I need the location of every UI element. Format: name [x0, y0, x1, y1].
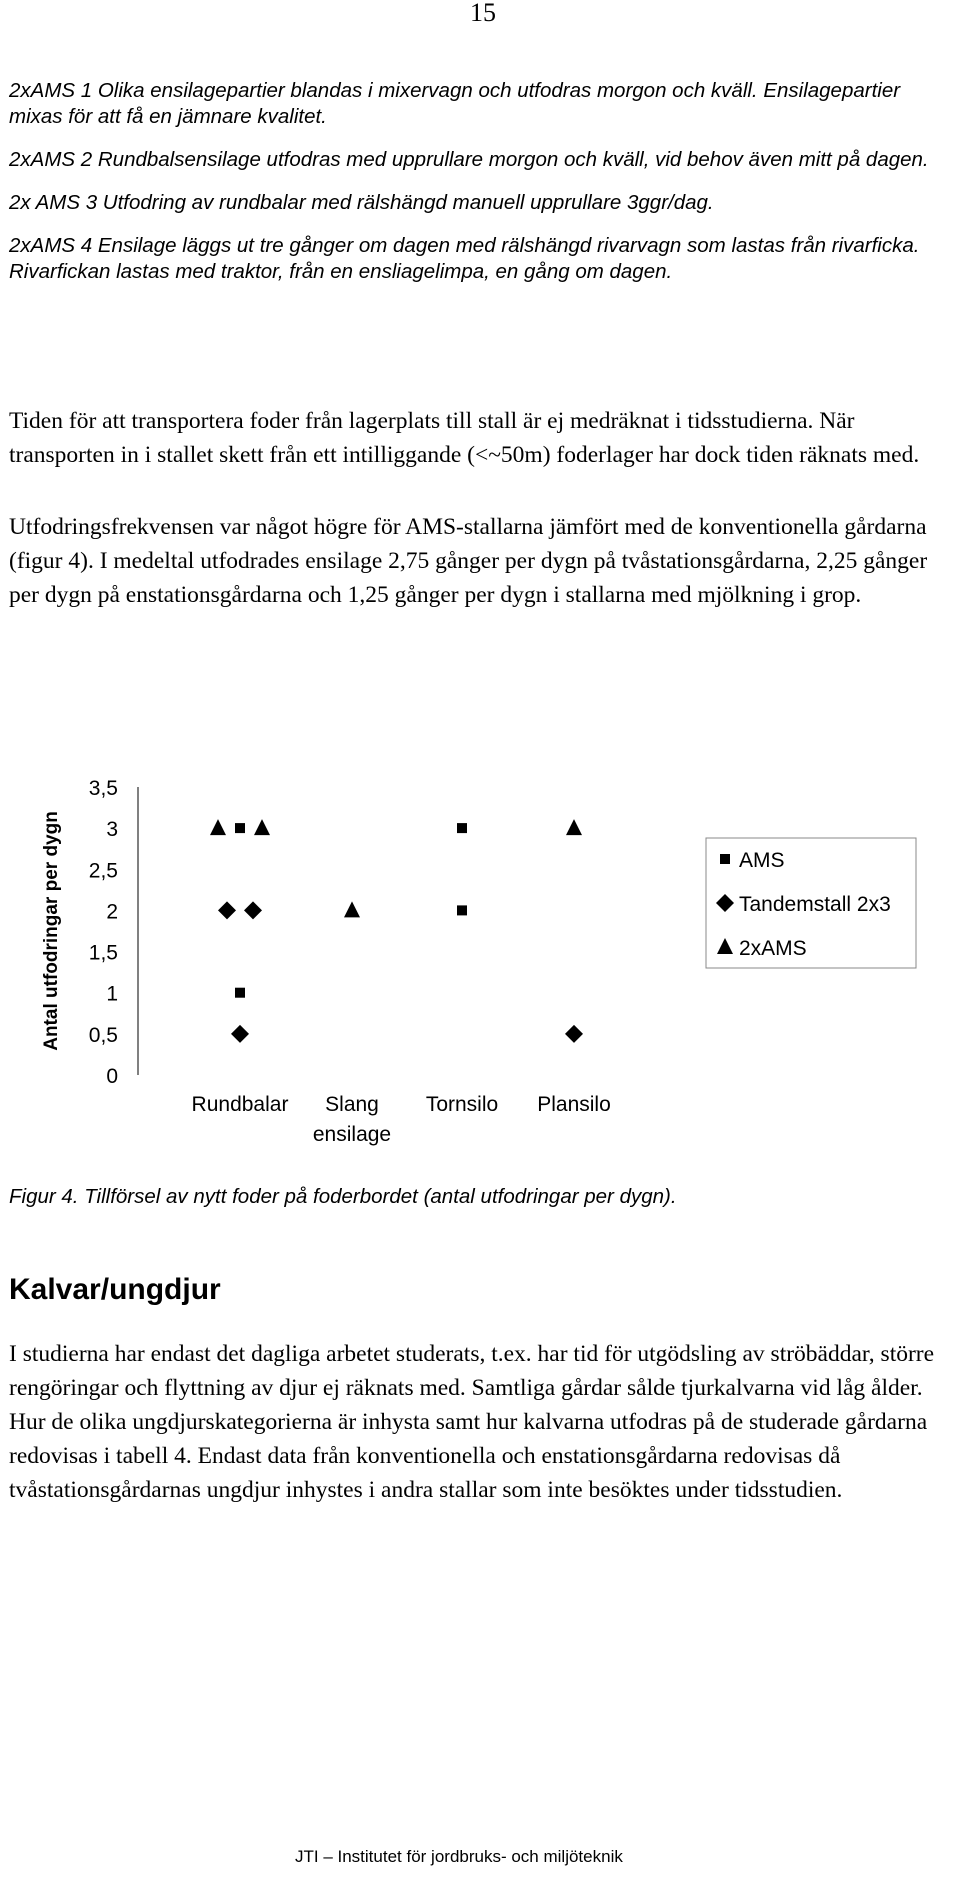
data-point-square — [457, 823, 467, 833]
legend-label: 2xAMS — [739, 937, 807, 960]
y-tick-label: 0 — [106, 1065, 118, 1088]
paragraph-transport: Tiden för att transportera foder från lagerplats till stall är ej medräknat i tidsstudierna. När transporten in i stallet skett från ett intilliggande (<~50m) foderlager har dock tiden räknats med. — [9, 408, 920, 468]
x-category-label: Tornsilo — [425, 1093, 499, 1116]
data-point-square — [457, 905, 467, 915]
x-category-label: Plansilo — [537, 1093, 611, 1116]
y-axis-title: Antal utfodringar per dygn — [41, 811, 62, 1051]
legend-label: AMS — [739, 849, 785, 872]
data-point-square — [235, 823, 245, 833]
data-point-diamond — [218, 901, 236, 919]
data-point-diamond — [231, 1025, 249, 1043]
paragraph-calves: I studierna har endast det dagliga arbetet studerats, t.ex. har tid för utgödsling av ströbäddar, större rengöringar och flyttning av djur ej räknats med. Samtliga gårdar sålde tjurkalvarna vid låg ålder. Hur de olika ungdjurskategorierna är inhysta samt hur kalvarna utfodras på de studerade gårdarna redovisas i tabell 4. Endast data från konventionella och enstationsgårdarna redovisas då tvåstationsgårdarnas ungdjur inhystes i andra stallar som inte besöktes under tidsstudien. — [9, 1341, 935, 1503]
y-tick-label: 3,5 — [88, 776, 118, 800]
y-tick-label: 1 — [106, 982, 118, 1006]
feeding-frequency-chart — [0, 760, 960, 1180]
data-point-square — [235, 988, 245, 998]
section-heading: Kalvar/ungdjur — [9, 1273, 221, 1306]
list-item: 2x AMS 3 Utfodring av rundbalar med rälshängd manuell upprullare 3ggr/dag. — [9, 191, 714, 214]
y-tick-label: 1,5 — [88, 941, 118, 965]
data-point-triangle — [344, 901, 360, 917]
data-point-diamond — [244, 901, 262, 919]
list-item: 2xAMS 4 Ensilage läggs ut tre gånger om dagen med rälshängd rivarvagn som lastas från rivarficka. Rivarfickan lastas med traktor, från en ensliagelimpa, en gång om dagen. — [9, 234, 920, 283]
list-item: 2xAMS 1 Olika ensilagepartier blandas i mixervagn och utfodras morgon och kväll. Ensilagepartier mixas för att få en jämnare kvalitet. — [9, 79, 901, 128]
footer-institute: JTI – Institutet för jordbruks- och miljöteknik — [295, 1847, 623, 1866]
data-point-triangle — [566, 819, 582, 835]
y-tick-label: 3 — [106, 818, 118, 842]
data-point-diamond — [565, 1025, 583, 1043]
paragraph-frequency: Utfodringsfrekvensen var något högre för AMS-stallarna jämfört med de konventionella gårdarna (figur 4). I medeltal utfodrades ensilage 2,75 gånger per dygn på tvåstationsgårdarna, 2,25 gånger per dygn på enstationsgårdarna och 1,25 gånger per dygn i stallarna med mjölkning i grop. — [9, 514, 928, 608]
page-number: 15 — [470, 0, 496, 27]
list-item: 2xAMS 2 Rundbalsensilage utfodras med upprullare morgon och kväll, vid behov även mitt på dagen. — [9, 148, 929, 171]
x-category-label: ensilage — [312, 1123, 392, 1146]
feeding-methods-list — [9, 78, 939, 302]
x-category-label: Slang — [325, 1093, 379, 1116]
y-tick-label: 2 — [106, 900, 118, 924]
legend-label: Tandemstall 2x3 — [739, 893, 891, 916]
data-point-triangle — [254, 819, 270, 835]
data-point-triangle — [210, 819, 226, 835]
y-tick-label: 2,5 — [88, 859, 118, 883]
legend-marker-diamond — [716, 894, 734, 912]
y-tick-label: 0,5 — [88, 1023, 118, 1047]
figure-caption: Figur 4. Tillförsel av nytt foder på foderbordet (antal utfodringar per dygn). — [9, 1185, 677, 1208]
legend-marker-square — [720, 854, 730, 864]
legend-marker-triangle — [717, 938, 733, 954]
x-category-label: Rundbalar — [191, 1093, 289, 1116]
